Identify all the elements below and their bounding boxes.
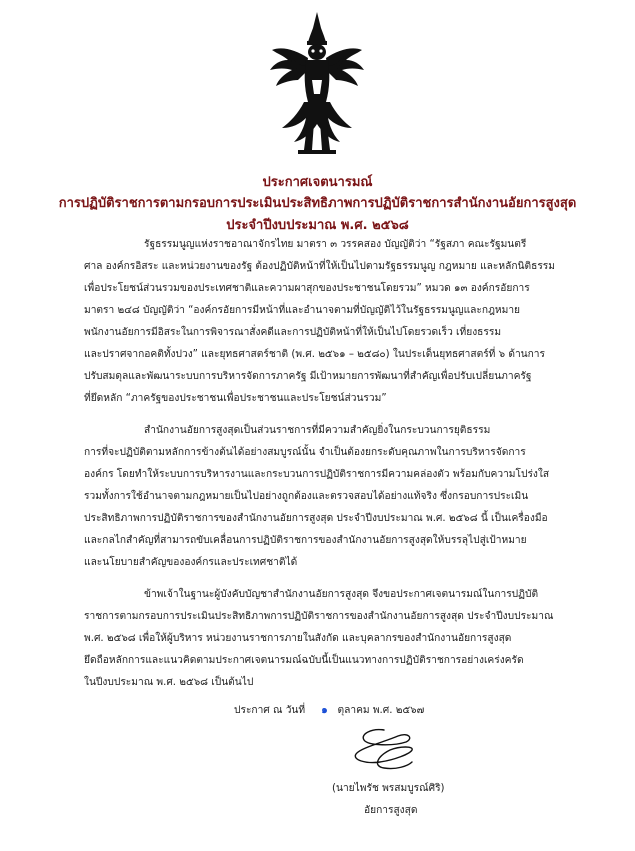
handwritten-signature bbox=[350, 724, 422, 776]
paragraph-2-line: ประสิทธิภาพการปฏิบัติราชการของสำนักงานอัยการสูงสุด ประจำปีงบประมาณ พ.ศ. ๒๕๖๘ นี้ เป็นเครื่องมือ bbox=[84, 513, 548, 524]
paragraph-3-line: ในปีงบประมาณ พ.ศ. ๒๕๖๘ เป็นต้นไป bbox=[84, 677, 254, 688]
paragraph-3-line: พ.ศ. ๒๕๖๘ เพื่อให้ผู้บริหาร หน่วยงานราชการภายในสังกัด และบุคลากรของสำนักงานอัยการสูงสุด bbox=[84, 633, 512, 644]
paragraph-2-line: รวมทั้งการใช้อำนาจตามกฎหมายเป็นไปอย่างถูกต้องและตรวจสอบได้อย่างแท้จริง ซึ่งกรอบการประเมิน bbox=[84, 491, 529, 502]
announcement-subtitle: การปฏิบัติราชการตามกรอบการประเมินประสิทธิภาพการปฏิบัติราชการสำนักงานอัยการสูงสุด bbox=[58, 196, 577, 211]
date-prefix: ประกาศ ณ วันที่ bbox=[234, 705, 306, 716]
paragraph-3-line: ข้าพเจ้าในฐานะผู้บังคับบัญชาสำนักงานอัยการสูงสุด จึงขอประกาศเจตนารมณ์ในการปฏิบัติ bbox=[144, 589, 539, 600]
paragraph-1-line: เพื่อประโยชน์ส่วนรวมของประเทศชาติและความผาสุกของประชาชนโดยรวม” หมวด ๑๓ องค์กรอัยการ bbox=[84, 283, 530, 294]
paragraph-1-line: ศาล องค์กรอิสระ และหน่วยงานของรัฐ ต้องปฏิบัติหน้าที่ให้เป็นไปตามรัฐธรรมนูญ กฎหมาย และหลักนิติธรรม bbox=[84, 261, 555, 272]
date-day: ๑ bbox=[321, 705, 328, 716]
paragraph-1-line: และปราศจากอคติทั้งปวง” และยุทธศาสตร์ชาติ (พ.ศ. ๒๕๖๑ – ๒๕๘๐) ในประเด็นยุทธศาสตร์ที่ ๖ ด้านการ bbox=[84, 349, 545, 360]
paragraph-2-line: สำนักงานอัยการสูงสุดเป็นส่วนราชการที่มีความสำคัญยิ่งในกระบวนการยุติธรรม bbox=[144, 425, 491, 436]
signatory-name: (นายไพรัช พรสมบูรณ์ศิริ) bbox=[332, 783, 445, 794]
announcement-title: ประกาศเจตนารมณ์ bbox=[262, 175, 373, 190]
paragraph-1-line: พนักงานอัยการมีอิสระในการพิจารณาสั่งคดีและการปฏิบัติหน้าที่ให้เป็นไปโดยรวดเร็ว เที่ยงธรรม bbox=[84, 327, 502, 338]
paragraph-2-line: การที่จะปฏิบัติตามหลักการข้างต้นได้อย่างสมบูรณ์นั้น จำเป็นต้องยกระดับคุณภาพในการบริหารจัดการ bbox=[84, 447, 526, 458]
paragraph-2-line: องค์กร โดยทำให้ระบบการบริหารงานและกระบวนการปฏิบัติราชการมีความคล่องตัว พร้อมกับความโปร่งใส bbox=[84, 469, 550, 480]
paragraph-2-line: และกลไกสำคัญที่สามารถขับเคลื่อนการปฏิบัติราชการของสำนักงานอัยการสูงสุดให้บรรลุไปสู่เป้าหมาย bbox=[84, 535, 527, 546]
paragraph-1-line: ปรับสมดุลและพัฒนาระบบการบริหารจัดการภาครัฐ มีเป้าหมายการพัฒนาที่สำคัญเพื่อปรับเปลี่ยนภาครัฐ bbox=[84, 371, 532, 382]
signatory-position: อัยการสูงสุด bbox=[364, 805, 418, 816]
announcement-fiscal-year: ประจำปีงบประมาณ พ.ศ. ๒๕๖๘ bbox=[226, 218, 409, 233]
paragraph-2-line: และนโยบายสำคัญขององค์กรและประเทศชาติได้ bbox=[84, 557, 298, 568]
date-line bbox=[234, 704, 424, 718]
paragraph-3-line: ยึดถือหลักการและแนวคิดตามประกาศเจตนารมณ์ฉบับนี้เป็นแนวทางการปฏิบัติราชการอย่างเคร่งครัด bbox=[84, 655, 524, 666]
paragraph-1-line: มาตรา ๒๔๘ บัญญัติว่า “องค์กรอัยการมีหน้าที่และอำนาจตามที่บัญญัติไว้ในรัฐธรรมนูญและกฎหมาย bbox=[84, 305, 521, 316]
date-month-year: ตุลาคม พ.ศ. ๒๕๖๗ bbox=[337, 705, 425, 716]
paragraph-3-line: ราชการตามกรอบการประเมินประสิทธิภาพการปฏิบัติราชการของสำนักงานอัยการสูงสุด ประจำปีงบประมาณ bbox=[84, 611, 554, 622]
paragraph-1-line: ที่ยึดหลัก “ภาครัฐของประชาชนเพื่อประชาชนและประโยชน์ส่วนรวม” bbox=[84, 393, 387, 404]
paragraph-1-line: รัฐธรรมนูญแห่งราชอาณาจักรไทย มาตรา ๓ วรรคสอง บัญญัติว่า “รัฐสภา คณะรัฐมนตรี bbox=[144, 239, 527, 250]
garuda-emblem-icon bbox=[268, 10, 366, 158]
